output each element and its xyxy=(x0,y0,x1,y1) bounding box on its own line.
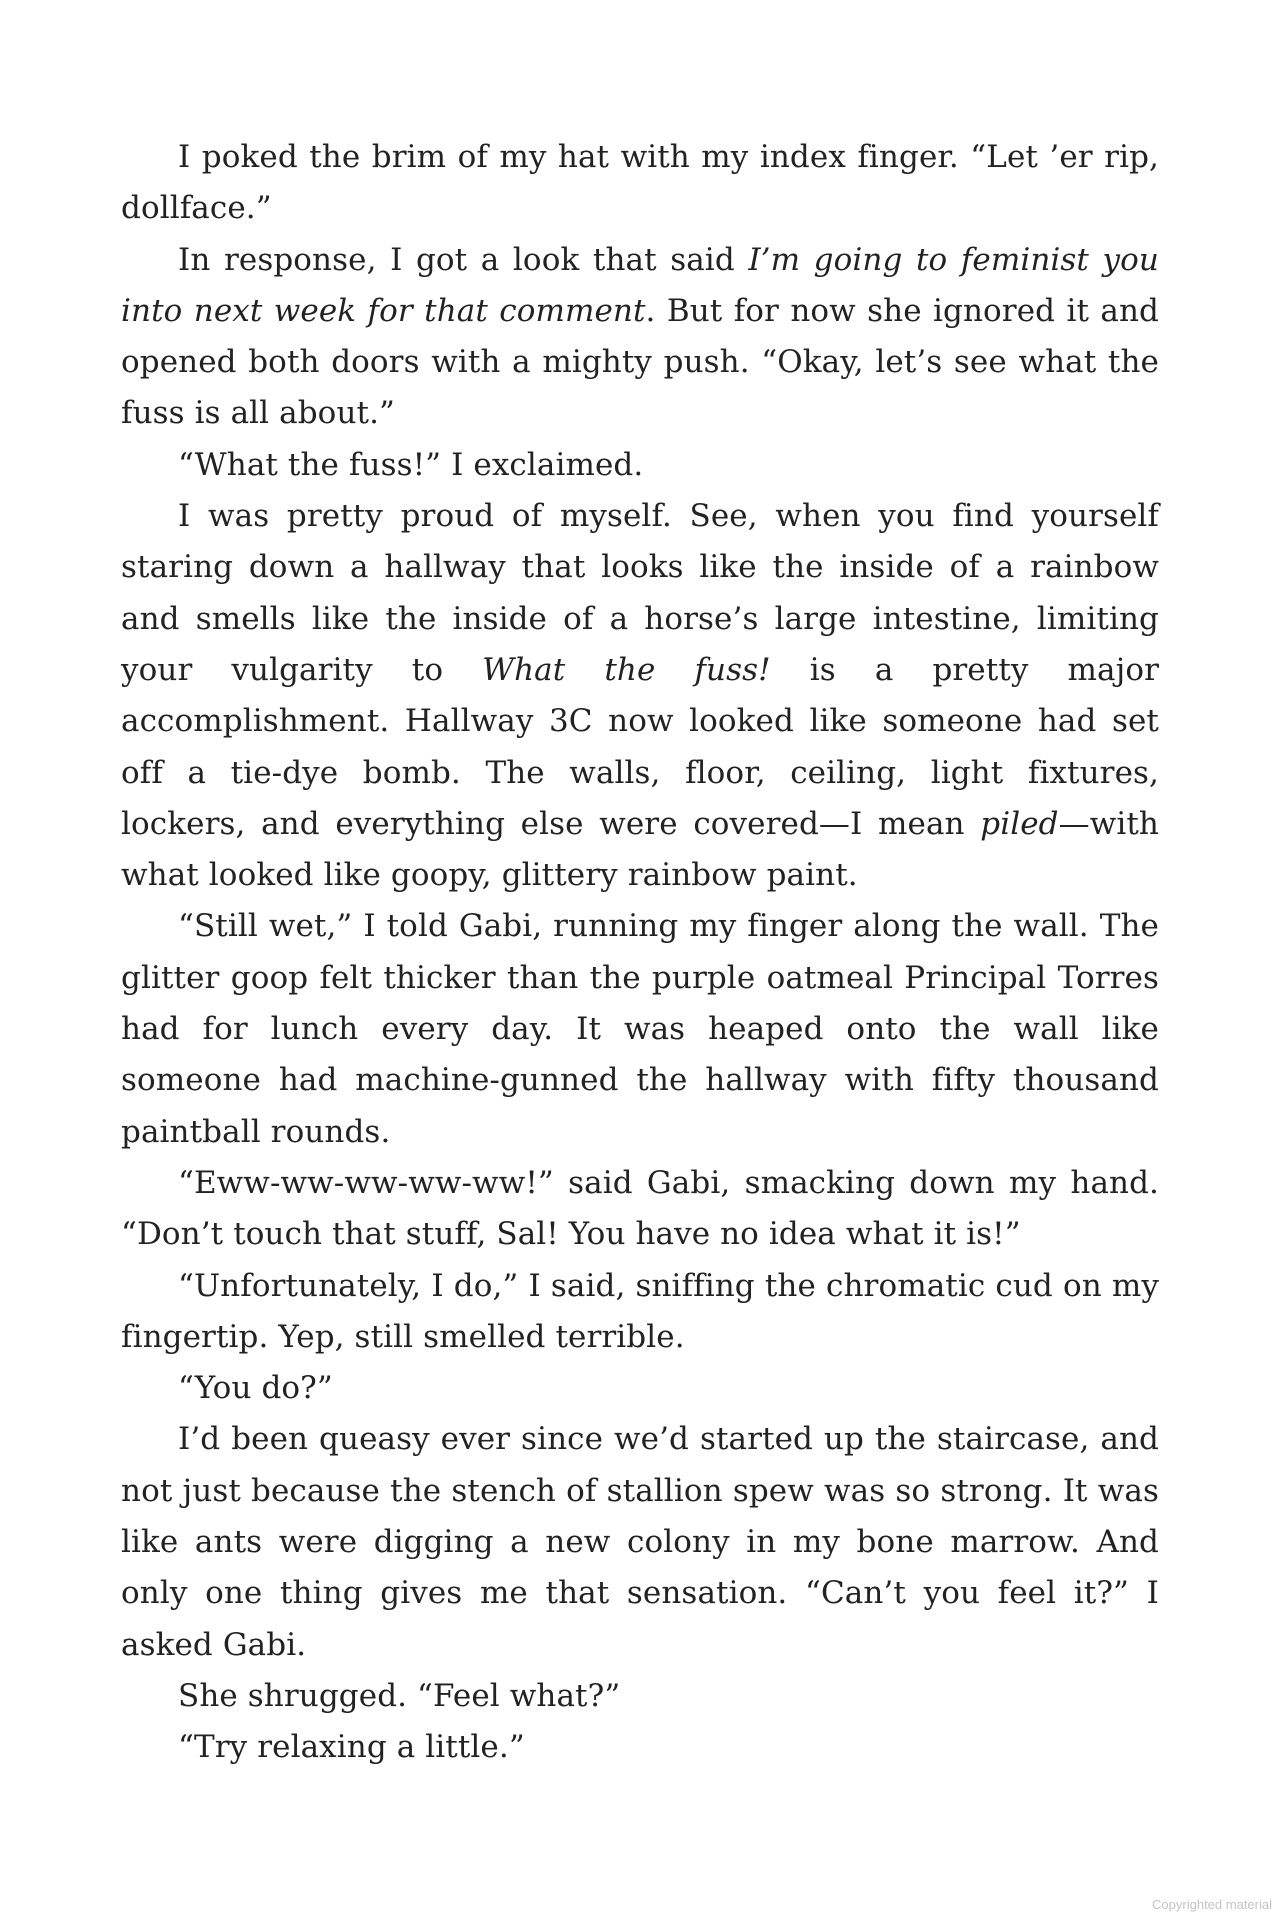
text-segment: “Still wet,” I told Gabi, running my finger along the wall. The glitter goop felt thicker than the purple oatmeal Principal Torres had for lunch every day. It was heaped onto the wall like someone had machine-gunned the hallway with fifty thousand paintball rounds. xyxy=(121,908,1159,1150)
italic-text-segment: I’m going to feminist you into next week for that comment xyxy=(121,241,1159,329)
paragraph xyxy=(121,1722,1159,1773)
text-segment: . But for now she ignored it and opened both doors with a mighty push. “Okay, let’s see what the fuss is all about.” xyxy=(121,292,1159,432)
text-segment: —with what looked like goopy, glittery rainbow paint. xyxy=(121,805,1159,894)
text-segment: I’d been queasy ever since we’d started up the staircase, and not just because the stench of stallion spew was so strong. It was like ants were digging a new colony in my bone marrow. And only one thing gives me that sensation. “Can’t you feel it?” I asked Gabi. xyxy=(121,1421,1159,1663)
text-segment: I was pretty proud of myself. See, when you find yourself staring down a hallway that looks like the inside of a rainbow and smells like the inside of a horse’s large intestine, limiting your vulgarity to xyxy=(121,498,1159,688)
text-segment: I poked the brim of my hat with my index finger. “Let ’er rip, dollface.” xyxy=(121,139,1159,227)
paragraph xyxy=(121,132,1159,235)
paragraph xyxy=(121,1363,1159,1414)
italic-text-segment: What the fuss! xyxy=(482,651,771,688)
italic-text-segment: piled xyxy=(980,805,1059,842)
text-segment: “What the fuss!” I exclaimed. xyxy=(178,446,644,483)
copyright-notice: Copyrighted material xyxy=(1152,1897,1272,1912)
paragraph xyxy=(121,440,1159,491)
paragraph xyxy=(121,1261,1159,1364)
paragraph xyxy=(121,491,1159,901)
body-text xyxy=(121,132,1159,1774)
text-segment: She shrugged. “Feel what?” xyxy=(178,1677,621,1714)
paragraph xyxy=(121,1414,1159,1670)
paragraph xyxy=(121,901,1159,1157)
text-segment: “Eww-ww-ww-ww-ww!” said Gabi, smacking down my hand. “Don’t touch that stuff, Sal! You have no idea what it is!” xyxy=(121,1164,1159,1253)
text-segment: is a pretty major accomplishment. Hallway 3C now looked like someone had set off a tie-dye bomb. The walls, floor, ceiling, light fixtures, lockers, and everything else were covered—I mean xyxy=(121,651,1160,842)
paragraph xyxy=(121,1671,1159,1722)
text-segment: “You do?” xyxy=(178,1370,333,1407)
paragraph xyxy=(121,235,1159,440)
text-segment: “Try relaxing a little.” xyxy=(178,1729,525,1766)
text-segment: In response, I got a look that said xyxy=(178,241,749,278)
text-segment: “Unfortunately, I do,” I said, sniffing the chromatic cud on my fingertip. Yep, still smelled terrible. xyxy=(121,1267,1159,1355)
paragraph xyxy=(121,1158,1159,1261)
